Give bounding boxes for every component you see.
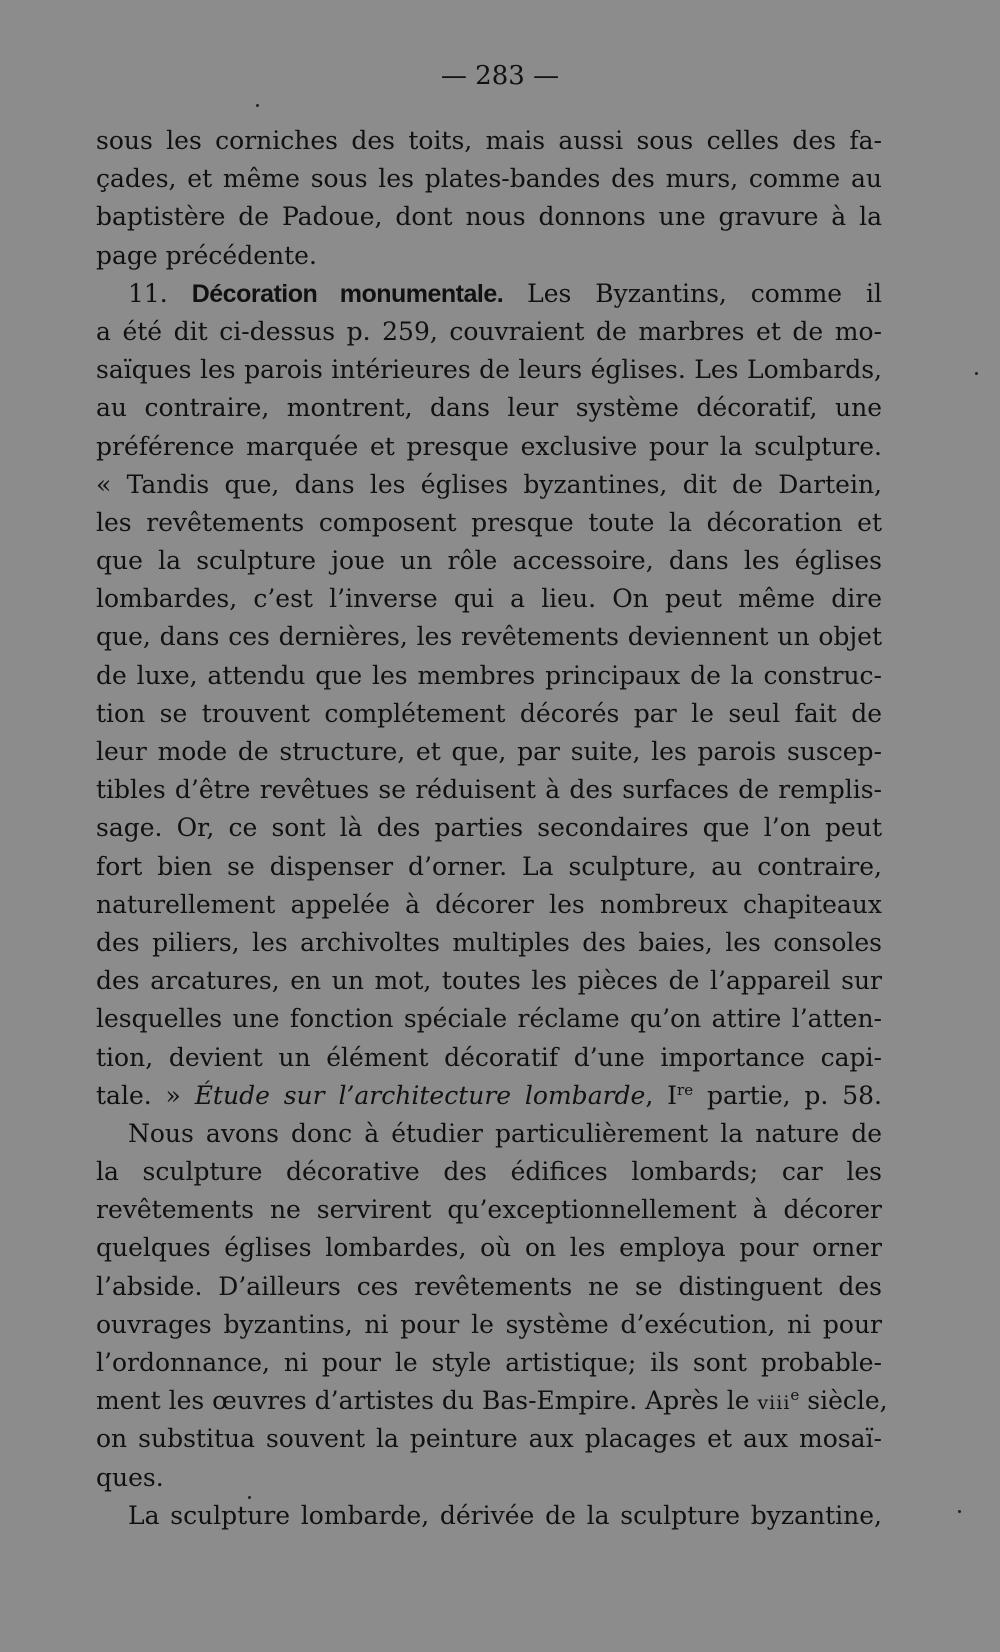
text-run: Les Byzantins, comme il bbox=[503, 278, 882, 308]
text-line: que, dans ces dernières, les revêtements deviennent un objet bbox=[96, 622, 882, 652]
section-heading-line bbox=[96, 275, 882, 313]
text-line: revêtements ne servirent qu’exceptionnellement à décorer bbox=[96, 1195, 882, 1225]
text-line: la sculpture décorative des édifices lombards; car les bbox=[96, 1157, 882, 1187]
text-line: lombardes, c’est l’inverse qui a lieu. On peut même dire bbox=[96, 584, 882, 614]
text-line: saïques les parois intérieures de leurs églises. Les Lombards, bbox=[96, 355, 882, 385]
text-line: « Tandis que, dans les églises byzantines, dit de Dartein, bbox=[96, 469, 882, 499]
cited-work-title: Étude sur l’architecture lombarde bbox=[194, 1080, 646, 1110]
speck-mark bbox=[958, 1510, 961, 1513]
text-line: sage. Or, ce sont là des parties secondaires que l’on peut bbox=[96, 813, 882, 843]
text-line: des piliers, les archivoltes multiples des baies, les consoles bbox=[96, 927, 882, 957]
page-number: — 283 — bbox=[440, 61, 560, 91]
text-line: au contraire, montrent, dans leur système décoratif, une bbox=[96, 393, 882, 423]
text-line: on substitua souvent la peinture aux placages et aux mosaï- bbox=[96, 1424, 882, 1454]
text-line: que la sculpture joue un rôle accessoire, dans les églises bbox=[96, 546, 882, 576]
text-line bbox=[96, 1382, 888, 1420]
text-run: , I bbox=[645, 1080, 678, 1110]
text-line: des arcatures, en un mot, toutes les pièces de l’appareil sur bbox=[96, 966, 882, 996]
text-line: lesquelles une fonction spéciale réclame qu’on attire l’atten- bbox=[96, 1004, 882, 1034]
text-line: Nous avons donc à étudier particulièrement la nature de bbox=[128, 1118, 882, 1148]
century-numeral: viii bbox=[757, 1392, 791, 1415]
text-line: l’ordonnance, ni pour le style artistique; ils sont probable- bbox=[96, 1348, 882, 1377]
text-run: tale. » bbox=[96, 1080, 195, 1110]
speck-mark bbox=[975, 372, 978, 375]
text-line: page précédente. bbox=[96, 240, 317, 270]
text-run: siècle, bbox=[799, 1386, 888, 1416]
text-line: sous les corniches des toits, mais aussi sous celles des fa- bbox=[96, 126, 882, 155]
text-line: l’abside. D’ailleurs ces revêtements ne se distinguent des bbox=[96, 1271, 882, 1301]
text-run: ment les œuvres d’artistes du Bas-Empire. Après le bbox=[96, 1386, 758, 1416]
superscript: re bbox=[677, 1080, 694, 1099]
speck-mark bbox=[248, 1496, 251, 1499]
section-number: 11. bbox=[128, 278, 168, 308]
text-line: tibles d’être revêtues se réduisent à des surfaces de remplis- bbox=[96, 775, 882, 805]
text-line: tion, devient un élément décoratif d’une importance capi- bbox=[96, 1042, 882, 1072]
section-heading: Décoration monumentale. bbox=[191, 279, 504, 308]
speck-mark bbox=[256, 104, 259, 107]
text-line: quelques églises lombardes, où on les employa pour orner bbox=[96, 1233, 882, 1263]
text-line: leur mode de structure, et que, par suite, les parois suscep- bbox=[96, 737, 882, 766]
text-line: ques. bbox=[96, 1462, 164, 1492]
text-line: ouvrages byzantins, ni pour le système d’exécution, ni pour bbox=[96, 1309, 882, 1339]
text-line: tion se trouvent complétement décorés par le seul fait de bbox=[96, 698, 882, 728]
text-line: La sculpture lombarde, dérivée de la sculpture byzantine, bbox=[128, 1500, 882, 1530]
text-line: naturellement appelée à décorer les nombreux chapiteaux bbox=[96, 889, 882, 919]
superscript: e bbox=[790, 1386, 800, 1405]
text-line: fort bien se dispenser d’orner. La sculpture, au contraire, bbox=[96, 851, 882, 881]
text-line: de luxe, attendu que les membres principaux de la construc- bbox=[96, 660, 882, 690]
text-line: a été dit ci-dessus p. 259, couvraient de marbres et de mo- bbox=[96, 316, 882, 346]
text-line: préférence marquée et presque exclusive pour la sculpture. bbox=[96, 431, 882, 461]
text-line: baptistère de Padoue, dont nous donnons une gravure à la bbox=[96, 202, 882, 232]
text-line: çades, et même sous les plates-bandes des murs, comme au bbox=[96, 164, 882, 194]
text-run: partie, p. 58. bbox=[693, 1080, 882, 1110]
body-text bbox=[96, 122, 888, 1535]
text-line: les revêtements composent presque toute la décoration et bbox=[96, 507, 882, 537]
citation-line bbox=[96, 1077, 882, 1115]
